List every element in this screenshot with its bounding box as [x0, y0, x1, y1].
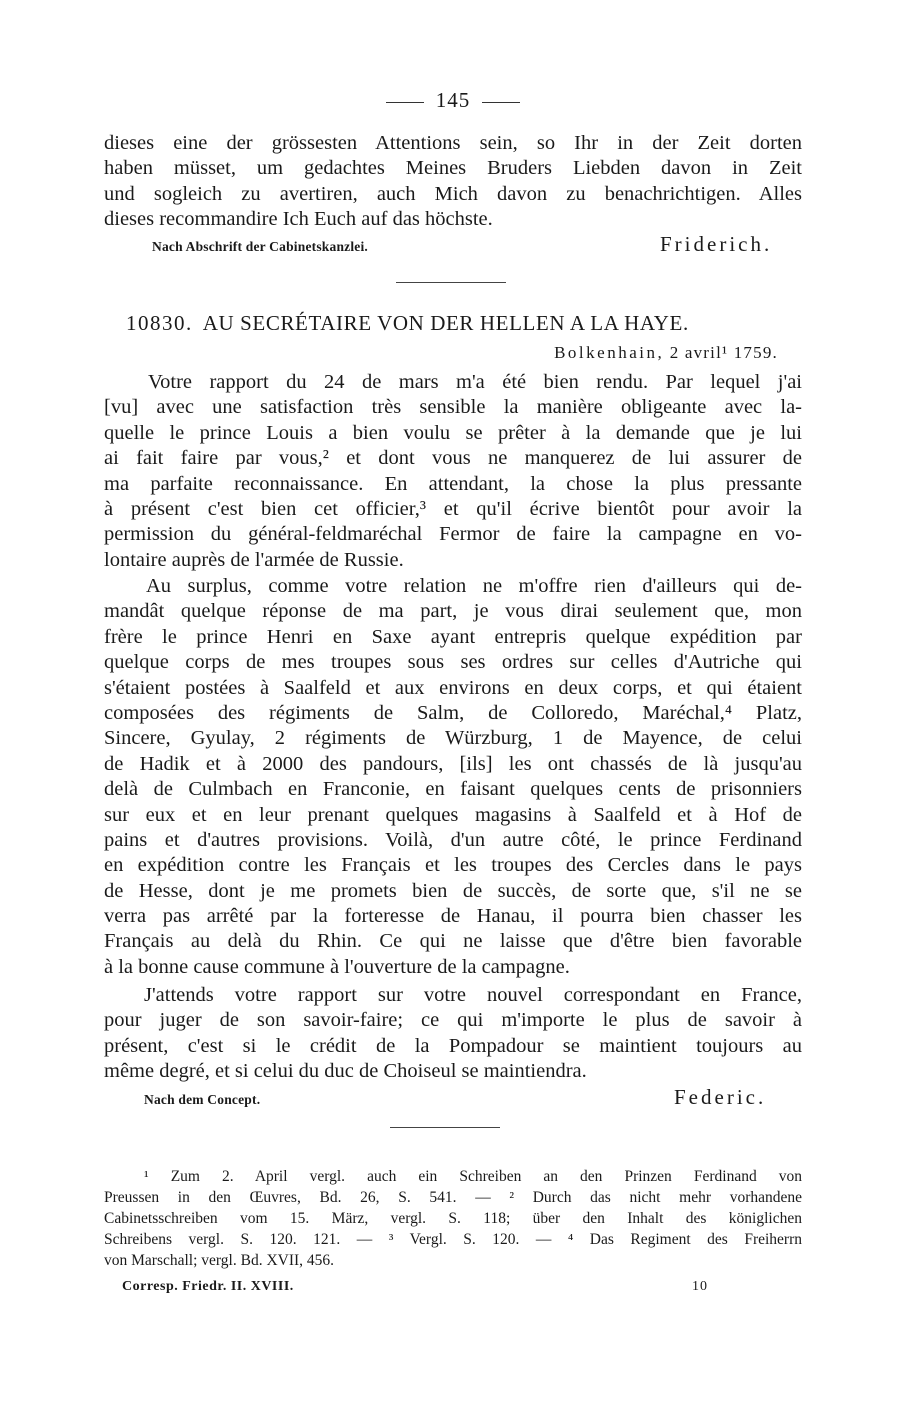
footnotes — [104, 1166, 802, 1271]
page-number-dash-left — [386, 102, 424, 103]
text-line: à présent c'est bien cet officier,³ et qu'il écrive bientôt pour avoir la — [104, 497, 802, 520]
text-line: lontaire auprès de l'armée de Russie. — [104, 548, 404, 571]
text-line: dieses eine der grössesten Attentions sein, so Ihr in der Zeit dorten — [104, 132, 802, 154]
text-line: verra pas arrêté par la forteresse de Hanau, il pourra bien chasser les — [104, 905, 802, 928]
footnote-divider — [390, 1127, 500, 1128]
sheet-number: 10 — [692, 1279, 708, 1294]
text-line: dieses recommandire Ich Euch auf das höchste. — [104, 208, 493, 231]
text-line: J'attends votre rapport sur votre nouvel correspondant en France, — [144, 984, 802, 1006]
footnote-line: von Marschall; vergl. Bd. XVII, 456. — [104, 1252, 335, 1269]
text-line: à la bonne cause commune à l'ouverture de la campagne. — [104, 955, 570, 978]
text-line: quelque corps de mes troupes sous ses ordres sur celles d'Autriche qui — [104, 651, 802, 674]
text-line: en expédition contre les Français et les troupes des Cercles dans le pays — [104, 854, 802, 877]
signature: Friderich. — [660, 232, 773, 256]
text-line: de Hadik et à 2000 des pandours, [ils] les ont chassés de là jusqu'au — [104, 752, 802, 775]
signature: Federic. — [674, 1085, 767, 1109]
text-line: Sincere, Gyulay, 2 régiments de Würzburg, 1 de Mayence, de celui — [104, 727, 802, 750]
text-line: ai fait faire par vous,² et dont vous ne manquerez de lui assurer de — [104, 447, 802, 470]
source-note: Nach Abschrift der Cabinetskanzlei. — [152, 239, 369, 254]
text-line: Au surplus, comme votre relation ne m'offre rien d'ailleurs qui de- — [146, 575, 802, 597]
text-line: mandât quelque réponse de ma part, je vous dirai seulement que, mon — [104, 600, 802, 623]
text-line: permission du général-feldmaréchal Fermor de faire la campagne en vo- — [104, 523, 802, 546]
text-line: de Hesse, dont je me promets bien de succès, de sorte que, s'il ne se — [104, 879, 802, 902]
text-line: même degré, et si celui du duc de Choiseul se maintiendra. — [104, 1060, 587, 1083]
text-line: haben müsset, um gedachtes Meines Bruders Liebden davon in Zeit — [104, 157, 802, 180]
page-number-dash-right — [482, 102, 520, 103]
text-line: Votre rapport du 24 de mars m'a été bien rendu. Par lequel j'ai — [148, 371, 802, 393]
dateline-date: 2 avril¹ 1759. — [669, 343, 778, 362]
text-line: und sogleich zu avertiren, auch Mich davon zu benachrichtigen. Alles — [104, 182, 802, 205]
footnote-line: Schreibens vergl. S. 120. 121. — ³ Vergl. S. 120. — ⁴ Das Regiment des Freiherrn — [104, 1231, 802, 1248]
text-line: pains et d'autres provisions. Voilà, d'un autre côté, le prince Ferdinand — [104, 828, 802, 851]
text-line: [vu] avec une satisfaction très sensible la manière obligeante avec la- — [104, 396, 802, 419]
volume-signature: Corresp. Friedr. II. XVIII. — [122, 1279, 294, 1294]
letter-heading: AU SECRÉTAIRE VON DER HELLEN A LA HAYE. — [202, 311, 689, 335]
text-line: s'étaient postées à Saalfeld et aux environs en deux corps, et qui étaient — [104, 676, 802, 699]
page-number — [104, 88, 802, 113]
source-note: Nach dem Concept. — [144, 1092, 261, 1107]
paragraph-3 — [104, 983, 802, 1085]
text-line: présent, c'est si le crédit de la Pompadour se maintient toujours au — [104, 1034, 802, 1057]
document-page — [104, 0, 802, 1404]
paragraph-1 — [104, 370, 802, 573]
text-line: quelle le prince Louis a bien voulu se prêter à la demande que je lui — [104, 421, 802, 444]
top-paragraph — [104, 131, 802, 233]
text-line: sur eux et en leur prenant quelques magasins à Saalfeld et à Hof de — [104, 803, 802, 826]
dateline — [554, 343, 778, 363]
text-line: composées des régiments de Salm, de Colloredo, Maréchal,⁴ Platz, — [104, 701, 802, 724]
letter-number: 10830. — [126, 311, 193, 335]
footnote-line: Cabinetsschreiben vom 15. März, vergl. S. 118; über den Inhalt des königlichen — [104, 1210, 802, 1227]
dateline-place: Bolkenhain, — [554, 343, 665, 362]
footnote-line: Preussen in den Œuvres, Bd. 26, S. 541. — ² Durch das nicht mehr vorhandene — [104, 1189, 802, 1206]
text-line: delà de Culmbach en Franconie, en faisant quelques cents de prisonniers — [104, 778, 802, 801]
footnote-line: ¹ Zum 2. April vergl. auch ein Schreiben an den Prinzen Ferdinand von — [144, 1168, 802, 1185]
paragraph-2 — [104, 574, 802, 980]
text-line: Français au delà du Rhin. Ce qui ne laisse que d'être bien favorable — [104, 930, 802, 953]
page-number-value: 145 — [435, 88, 471, 112]
section-divider — [396, 282, 506, 283]
text-line: pour juger de son savoir-faire; ce qui m'importe le plus de savoir à — [104, 1009, 802, 1032]
text-line: ma parfaite reconnaissance. En attendant, la chose la plus pressante — [104, 472, 802, 495]
text-line: frère le prince Henri en Saxe ayant entrepris quelque expédition par — [104, 625, 802, 648]
letter-title — [126, 311, 689, 336]
